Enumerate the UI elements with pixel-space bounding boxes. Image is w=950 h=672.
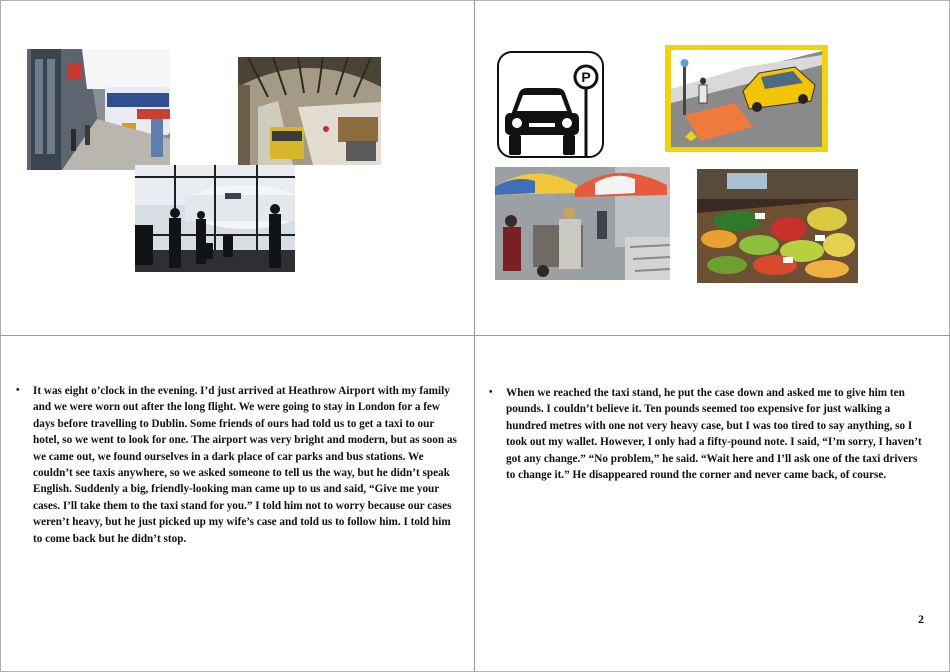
- story-paragraph: [16, 383, 458, 547]
- bullet-icon: •: [489, 387, 493, 398]
- story-paragraph-text: When we reached the taxi stand, he put the case down and asked me to give him ten pounds. I couldn’t believe it. Ten pounds seemed too expensive for just walking a hundred metres with one not very heavy case, but I was too tired to say anything, so I took out my wallet. However, I only had a fifty-pound note. I said, “I’m sorry, I haven’t got any change.” “No problem,” he said. “Wait here and I’ll ask one of the taxi drivers to change it.” He disappeared round the corner and never came back, of course.: [506, 387, 922, 482]
- car-parking-sign: [497, 51, 604, 158]
- story-paragraph-text: It was eight o’clock in the evening. I’d just arrived at Heathrow Airport with my family and we were worn out after the long flight. We were going to stay in London for a few days before travelling to Dublin. Some friends of ours had told us to get a taxi to our hotel, so we went to look for one. The airport was very bright and modern, but as soon as we came out, we found ourselves in a dark place of car parks and bus stations. We couldn’t see taxis anywhere, so we asked someone to tell us the way, but he didn’t speak English. Suddenly a big, friendly-looking man came up to us and said, “Give me your cases. I’ll take them to the taxi stand for you.” I told him not to worry because our cases weren’t heavy, but he just picked up my wife’s case and told us to follow him. I told him to come back but he didn’t stop.: [33, 385, 457, 545]
- taxi-stand-illustration: [665, 45, 828, 152]
- story-text-left: [16, 383, 458, 547]
- svg-text:P: P: [581, 69, 591, 85]
- page-number: 2: [918, 612, 924, 626]
- airport-bus-stop-photo: [27, 49, 170, 170]
- story-paragraph: [489, 385, 929, 483]
- story-text-right: [489, 385, 929, 483]
- train-station-photo: [238, 57, 381, 165]
- horizontal-divider: [0, 335, 950, 336]
- fruit-market-stall-photo: [697, 169, 858, 283]
- vertical-divider: [474, 0, 475, 672]
- street-vendor-carts-photo: [495, 167, 670, 280]
- airport-window-silhouettes-photo: [135, 165, 295, 272]
- bullet-icon: •: [16, 385, 20, 396]
